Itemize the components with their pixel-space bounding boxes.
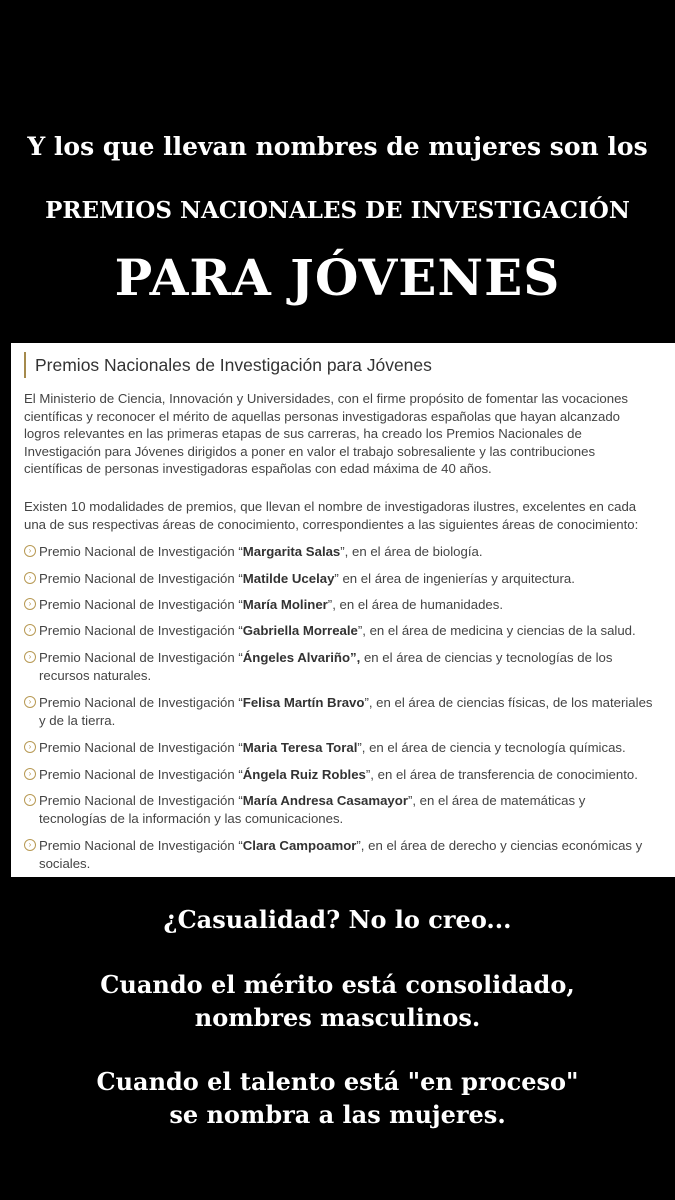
closing-question: ¿Casualidad? No lo creo... [163,905,512,934]
award-suffix: ”, en el área de derecho y ciencias económicas y [356,838,643,853]
award-name: Margarita Salas [242,544,341,559]
award-name: María Andresa Casamayor [242,793,408,808]
chevron-circle-icon: › [24,794,36,806]
award-suffix: ”, en el área de medicina y ciencias de la salud. [357,623,636,638]
chevron-circle-icon: › [24,545,36,557]
chevron-circle-icon: › [24,768,36,780]
intro-line: Investigación para Jóvenes dirigidos a poner en valor el trabajo sobresaliente y las contribuciones [24,443,596,459]
chevron-circle-icon: › [24,741,36,753]
chevron-circle-icon: › [24,696,36,708]
closing-statement-1 [0,968,675,1034]
award-name: Gabriella Morreale [242,623,358,638]
chevron-circle-icon: › [24,624,36,636]
award-name: Maria Teresa Toral [242,740,358,755]
award-suffix: ” en el área de ingenierías y arquitectura. [334,571,575,586]
award-prefix: Premio Nacional de Investigación “ [39,571,243,586]
chevron-circle-icon: › [24,598,36,610]
intro-line: científicas y reconocer el mérito de aquellas personas investigadoras españolas que hayan alcanzado [24,408,621,424]
modalities-line: una de sus respectivas áreas de conocimiento, correspondientes a las siguientes áreas de conocimiento: [24,516,639,532]
modalities-line: Existen 10 modalidades de premios, que llevan el nombre de investigadoras ilustres, excelentes en cada [24,499,637,514]
award-suffix: ”, en el área de matemáticas y [407,793,586,808]
intro-line: científicas de personas investigadoras españolas con edad máxima de 40 años. [24,461,492,477]
award-name: María Moliner [242,597,328,612]
award-suffix: ”, en el área de humanidades. [327,597,504,612]
award-name: Felisa Martín Bravo [242,695,365,710]
award-suffix: ”, en el área de ciencias físicas, de los materiales [364,695,653,710]
closing-statement-2 [0,1065,675,1131]
award-name: Matilde Ucelay [242,571,335,586]
headline-line-2: PREMIOS NACIONALES DE INVESTIGACIÓN [45,197,630,224]
award-prefix: Premio Nacional de Investigación “ [39,767,243,782]
award-suffix: en el área de ciencias y tecnologías de los [360,650,613,665]
award-prefix: Premio Nacional de Investigación “ [39,740,243,755]
award-prefix: Premio Nacional de Investigación “ [39,695,243,710]
award-name: Clara Campoamor [242,838,357,853]
closing-line: se nombra a las mujeres. [169,1100,506,1129]
closing-line: Cuando el mérito está consolidado, [100,970,575,999]
chevron-circle-icon: › [24,651,36,663]
award-continuation: sociales. [39,855,91,871]
award-prefix: Premio Nacional de Investigación “ [39,544,243,559]
intro-line: logros relevantes en las primeras etapas de sus carreras, ha creado los Premios Nacionales de [24,426,582,442]
chevron-circle-icon: › [24,572,36,584]
award-continuation: recursos naturales. [39,667,152,683]
award-suffix: ”, en el área de ciencia y tecnología químicas. [357,740,626,755]
modalities-paragraph [24,498,675,533]
award-continuation: y de la tierra. [39,712,116,728]
award-prefix: Premio Nacional de Investigación “ [39,650,243,665]
intro-line: El Ministerio de Ciencia, Innovación y Universidades, con el firme propósito de fomentar las vocaciones [24,391,628,406]
screenshot-panel [11,343,675,877]
panel-title: Premios Nacionales de Investigación para Jóvenes [24,352,432,378]
award-prefix: Premio Nacional de Investigación “ [39,623,243,638]
intro-paragraph [24,390,675,478]
closing-line: Cuando el talento está "en proceso" [96,1067,579,1096]
headline-line-1: Y los que llevan nombres de mujeres son los [27,132,648,161]
headline-line-3: PARA JÓVENES [114,248,561,307]
award-prefix: Premio Nacional de Investigación “ [39,597,243,612]
chevron-circle-icon: › [24,839,36,851]
award-continuation: tecnologías de la información y las comunicaciones. [39,810,344,826]
award-suffix: ”, en el área de transferencia de conocimiento. [365,767,638,782]
award-name: Ángeles Alvariño”, [242,650,361,665]
closing-line: nombres masculinos. [194,1003,481,1032]
award-prefix: Premio Nacional de Investigación “ [39,838,243,853]
award-prefix: Premio Nacional de Investigación “ [39,793,243,808]
award-suffix: ”, en el área de biología. [340,544,483,559]
award-name: Ángela Ruiz Robles [242,767,366,782]
